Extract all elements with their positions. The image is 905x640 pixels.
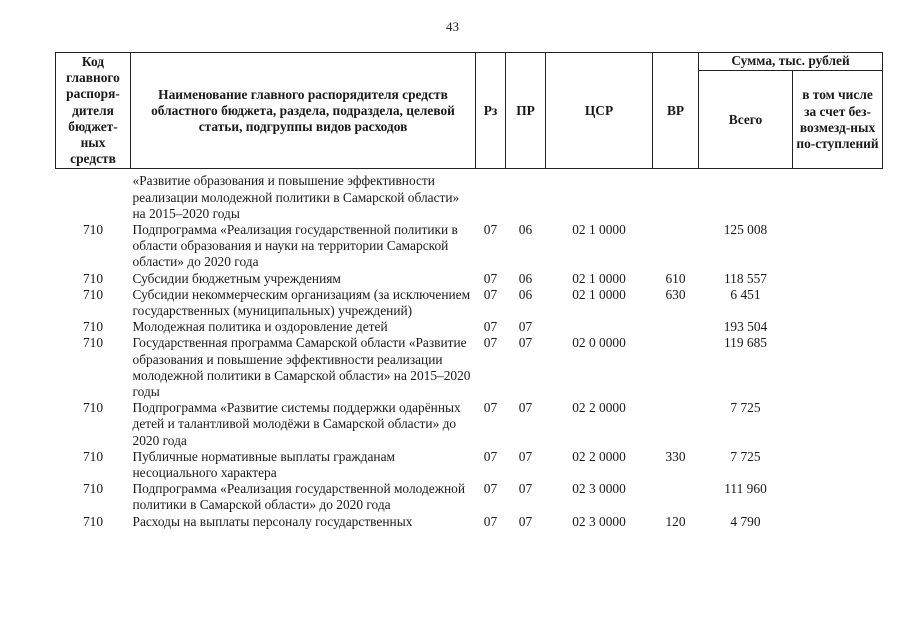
cell-pr: 07 xyxy=(518,335,533,351)
cell-pr: 07 xyxy=(518,319,533,335)
header-name: Наименование главного распорядителя средств областного бюджета, раздела, подраздела, целевой статьи, подгруппы видов расходов xyxy=(131,53,476,169)
cell-vr xyxy=(653,481,699,513)
cell-name: Расходы на выплаты персоналу государственных xyxy=(132,513,413,529)
cell-pr: 06 xyxy=(518,270,533,286)
cell-vr xyxy=(653,319,699,335)
cell-csr xyxy=(546,319,653,335)
cell-code: 710 xyxy=(82,222,104,238)
cell-name: Подпрограмма «Реализация государственной политики в области образования и науки на территории Самарской области» до 2020 года xyxy=(132,222,458,270)
cell-total: 6 451 xyxy=(730,286,761,302)
table-body xyxy=(56,169,883,530)
cell-csr: 02 0 0000 xyxy=(572,335,626,351)
header-grant: в том числе за счет без-возмезд-ных по-ступлений xyxy=(793,71,883,169)
cell-vr xyxy=(653,400,699,449)
cell-csr: 02 3 0000 xyxy=(572,481,626,497)
cell-vr: 630 xyxy=(665,286,686,302)
cell-total: 4 790 xyxy=(730,513,761,529)
cell-code: 710 xyxy=(82,513,104,529)
cell-code xyxy=(56,169,131,222)
cell-csr: 02 1 0000 xyxy=(572,270,626,286)
table-row xyxy=(56,400,883,449)
cell-pr: 06 xyxy=(518,286,533,302)
cell-grant xyxy=(793,271,883,287)
cell-grant xyxy=(793,449,883,481)
cell-grant xyxy=(793,335,883,400)
cell-total: 7 725 xyxy=(730,400,761,416)
cell-rz: 07 xyxy=(483,335,498,351)
header-pr: ПР xyxy=(506,53,546,169)
cell-total: 125 008 xyxy=(723,222,768,238)
cell-grant xyxy=(793,169,883,222)
page-number: 43 xyxy=(446,19,459,34)
header-code: Код главного распоря-дителя бюджет-ных средств xyxy=(56,53,131,169)
cell-rz: 07 xyxy=(483,270,498,286)
cell-grant xyxy=(793,319,883,335)
cell-name: Субсидии некоммерческим организациям (за исключением государственных (муниципальных) учреждений) xyxy=(132,286,471,319)
cell-grant xyxy=(793,287,883,319)
cell-rz: 07 xyxy=(483,513,498,529)
header-vr: ВР xyxy=(653,53,699,169)
cell-rz xyxy=(476,169,506,222)
cell-code: 710 xyxy=(82,448,104,464)
table-row xyxy=(56,319,883,335)
table-row xyxy=(56,222,883,271)
header-sum: Сумма, тыс. рублей xyxy=(699,53,883,71)
cell-rz: 07 xyxy=(483,400,498,416)
table-row xyxy=(56,287,883,319)
cell-name: Субсидии бюджетным учреждениям xyxy=(132,270,341,286)
cell-name: Подпрограмма «Развитие системы поддержки одарённых детей и талантливой молодёжи в Самарской области» до 2020 года xyxy=(132,400,461,448)
cell-total: 193 504 xyxy=(723,319,768,335)
table-row xyxy=(56,335,883,400)
cell-code: 710 xyxy=(82,270,104,286)
cell-csr: 02 2 0000 xyxy=(572,448,626,464)
cell-total: 119 685 xyxy=(723,335,768,351)
cell-rz: 07 xyxy=(483,222,498,238)
cell-csr xyxy=(546,169,653,222)
table-row xyxy=(56,169,883,222)
cell-total xyxy=(699,169,793,222)
cell-pr: 07 xyxy=(518,481,533,497)
table-row xyxy=(56,514,883,530)
cell-name: Публичные нормативные выплаты гражданам несоциального характера xyxy=(132,448,396,481)
cell-code: 710 xyxy=(82,286,104,302)
cell-vr xyxy=(653,169,699,222)
cell-rz: 07 xyxy=(483,448,498,464)
header-total: Всего xyxy=(699,71,793,169)
cell-vr: 610 xyxy=(665,270,686,286)
budget-table xyxy=(55,52,883,530)
cell-pr xyxy=(506,169,546,222)
cell-vr xyxy=(653,335,699,400)
header-csr: ЦСР xyxy=(546,53,653,169)
cell-total: 111 960 xyxy=(724,481,767,497)
cell-csr: 02 2 0000 xyxy=(572,400,626,416)
cell-grant xyxy=(793,222,883,271)
cell-vr: 330 xyxy=(665,448,686,464)
cell-code: 710 xyxy=(82,319,104,335)
cell-rz: 07 xyxy=(483,481,498,497)
cell-csr: 02 3 0000 xyxy=(572,513,626,529)
cell-grant xyxy=(793,400,883,449)
cell-grant xyxy=(793,514,883,530)
header-rz: Рз xyxy=(476,53,506,169)
cell-pr: 07 xyxy=(518,513,533,529)
cell-rz: 07 xyxy=(483,319,498,335)
cell-pr: 07 xyxy=(518,448,533,464)
cell-code: 710 xyxy=(82,335,104,351)
cell-name: «Развитие образования и повышение эффективности реализации молодежной политики в Самарской области» на 2015–2020 годы xyxy=(132,173,460,221)
cell-vr: 120 xyxy=(665,513,686,529)
cell-vr xyxy=(653,222,699,271)
cell-csr: 02 1 0000 xyxy=(572,286,626,302)
cell-name: Молодежная политика и оздоровление детей xyxy=(132,319,388,335)
cell-rz: 07 xyxy=(483,286,498,302)
cell-pr: 06 xyxy=(518,222,533,238)
cell-code: 710 xyxy=(82,481,104,497)
table-row xyxy=(56,481,883,513)
table-header xyxy=(56,53,883,169)
cell-grant xyxy=(793,481,883,513)
table-row xyxy=(56,271,883,287)
cell-name: Подпрограмма «Реализация государственной молодежной политики в Самарской области» до 2020 года xyxy=(132,481,465,513)
cell-pr: 07 xyxy=(518,400,533,416)
cell-code: 710 xyxy=(82,400,104,416)
cell-total: 7 725 xyxy=(730,448,761,464)
cell-name: Государственная программа Самарской области «Развитие образования и повышение эффективности реализации молодежной политики в Самарской области» на 2015–2020 годы xyxy=(132,335,471,400)
cell-csr: 02 1 0000 xyxy=(572,222,626,238)
cell-total: 118 557 xyxy=(723,270,768,286)
table-row xyxy=(56,449,883,481)
